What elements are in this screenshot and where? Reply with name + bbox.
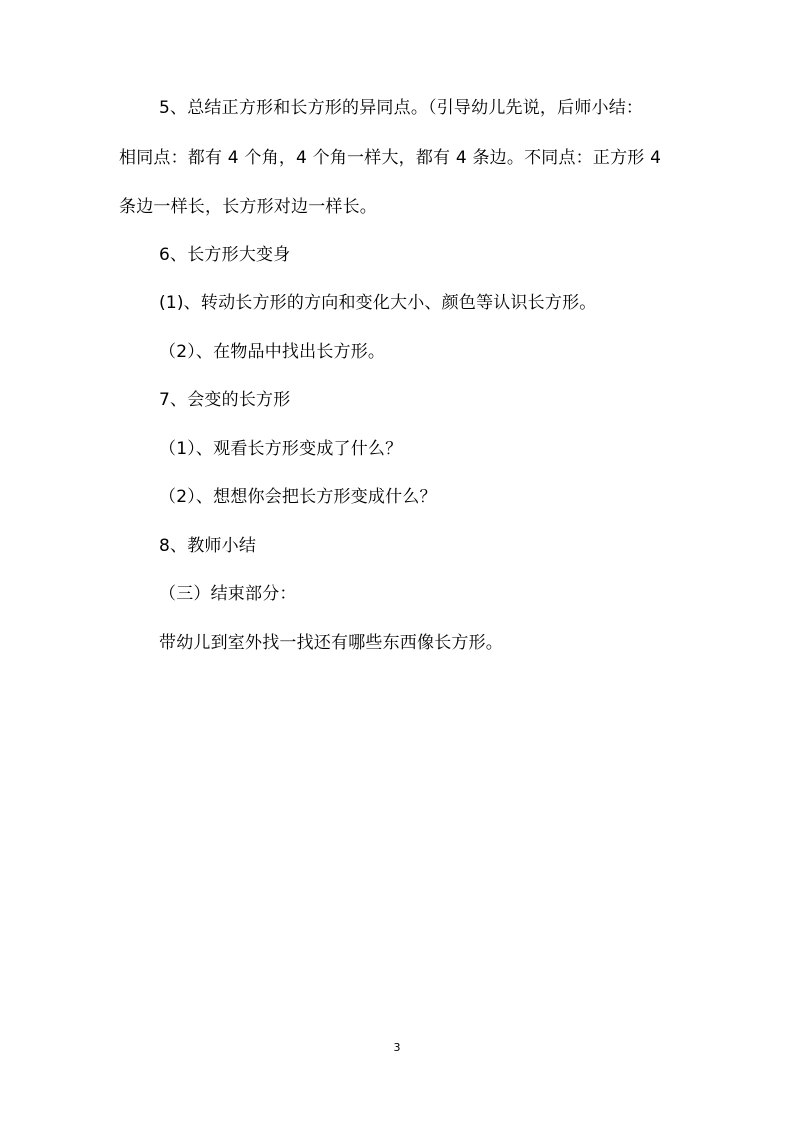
paragraph-line: 7、会变的长方形 [159,390,291,410]
paragraph-line: 6、长方形大变身 [159,245,291,265]
paragraph-line: 带幼儿到室外找一找还有哪些东西像长方形。 [159,633,503,653]
paragraph-line: (1)、转动长方形的方向和变化大小、颜色等认识长方形。 [159,293,597,313]
paragraph-line: （2）、想想你会把长方形变成什么？ [159,487,437,507]
paragraph-line: 5、总结正方形和长方形的异同点。（引导幼儿先说，后师小结： [159,98,644,118]
paragraph-line: 8、教师小结 [159,536,257,556]
paragraph-line: （1）、观看长方形变成了什么？ [159,439,403,459]
paragraph-line: 相同点：都有 4 个角，4 个角一样大，都有 4 条边。不同点：正方形 4 [119,148,662,168]
paragraph-line: 条边一样长，长方形对边一样长。 [119,197,377,217]
paragraph-line: （三）结束部分： [159,584,297,604]
paragraph-line: （2）、在物品中找出长方形。 [159,342,386,362]
page-number: 3 [393,1041,401,1054]
